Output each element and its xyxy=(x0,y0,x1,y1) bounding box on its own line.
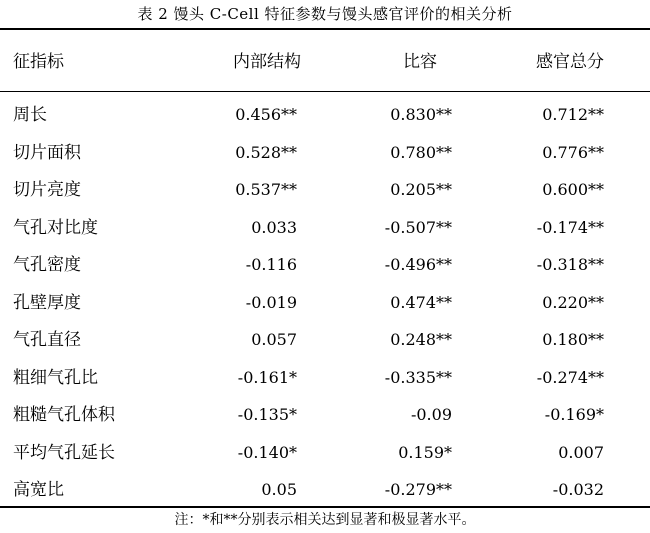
cell-inner-structure: 0.528** xyxy=(235,142,297,162)
row-indicator-name: 平均气孔延长 xyxy=(13,442,115,463)
table-row xyxy=(0,360,650,398)
cell-specific-volume: -0.496** xyxy=(384,255,452,274)
header-sensory-total: 感官总分 xyxy=(536,52,604,72)
table-row xyxy=(0,97,650,135)
cell-inner-structure: 0.033 xyxy=(251,217,297,237)
table-top-rule xyxy=(0,28,650,30)
cell-inner-structure: 0.456** xyxy=(235,105,297,124)
row-indicator-name: 气孔直径 xyxy=(13,330,81,350)
header-specific-volume: 比容 xyxy=(403,52,437,72)
table-row xyxy=(0,135,650,173)
table-bottom-rule xyxy=(0,506,650,508)
cell-sensory-total: 0.220** xyxy=(542,292,604,312)
cell-inner-structure: -0.161* xyxy=(237,367,297,387)
row-indicator-name: 粗糙气孔体积 xyxy=(13,405,115,425)
table-header-rule xyxy=(0,91,650,92)
cell-specific-volume: 0.248** xyxy=(390,330,452,349)
cell-inner-structure: 0.057 xyxy=(251,330,297,349)
table-footnote: 注：*和**分别表示相关达到显著和极显著水平。 xyxy=(174,512,476,528)
cell-specific-volume: 0.205** xyxy=(390,180,452,199)
cell-sensory-total: 0.712** xyxy=(542,105,604,124)
cell-inner-structure: 0.537** xyxy=(235,180,297,199)
cell-specific-volume: 0.830** xyxy=(390,105,452,124)
cell-sensory-total: 0.007 xyxy=(558,442,604,462)
header-inner-structure: 内部结构 xyxy=(233,52,301,72)
cell-specific-volume: -0.279** xyxy=(384,480,452,499)
row-indicator-name: 粗细气孔比 xyxy=(13,367,98,388)
cell-sensory-total: -0.169* xyxy=(544,405,604,424)
table-row xyxy=(0,172,650,210)
cell-specific-volume: -0.507** xyxy=(384,217,452,237)
row-indicator-name: 切片亮度 xyxy=(13,180,81,200)
cell-sensory-total: 0.180** xyxy=(542,330,604,349)
row-indicator-name: 切片面积 xyxy=(13,142,81,163)
table-caption: 表 2 馒头 C-Cell 特征参数与馒头感官评价的相关分析 xyxy=(137,5,513,23)
cell-inner-structure: 0.05 xyxy=(261,480,297,499)
table-row xyxy=(0,322,650,360)
table-row xyxy=(0,285,650,323)
row-indicator-name: 气孔对比度 xyxy=(13,217,98,238)
cell-specific-volume: 0.780** xyxy=(390,142,452,162)
table-row xyxy=(0,435,650,473)
cell-inner-structure: -0.140* xyxy=(237,442,297,462)
row-indicator-name: 周长 xyxy=(13,105,47,125)
cell-specific-volume: -0.335** xyxy=(384,367,452,387)
cell-sensory-total: -0.174** xyxy=(536,217,604,237)
cell-inner-structure: -0.019 xyxy=(245,292,297,312)
table-row xyxy=(0,397,650,435)
row-indicator-name: 高宽比 xyxy=(13,480,64,500)
cell-sensory-total: 0.776** xyxy=(542,142,604,162)
cell-sensory-total: -0.318** xyxy=(536,255,604,274)
cell-inner-structure: -0.135* xyxy=(237,405,297,424)
table-row xyxy=(0,247,650,285)
header-indicator: 征指标 xyxy=(13,52,64,72)
cell-specific-volume: 0.159* xyxy=(398,442,452,462)
table-body xyxy=(0,97,650,510)
cell-sensory-total: -0.274** xyxy=(536,367,604,387)
table-row xyxy=(0,472,650,510)
table-header xyxy=(0,50,650,74)
row-indicator-name: 气孔密度 xyxy=(13,255,81,275)
cell-sensory-total: 0.600** xyxy=(542,180,604,199)
cell-specific-volume: -0.09 xyxy=(410,405,452,424)
row-indicator-name: 孔壁厚度 xyxy=(13,292,81,313)
cell-specific-volume: 0.474** xyxy=(390,292,452,312)
cell-inner-structure: -0.116 xyxy=(245,255,297,274)
cell-sensory-total: -0.032 xyxy=(552,480,604,499)
table-row xyxy=(0,210,650,248)
